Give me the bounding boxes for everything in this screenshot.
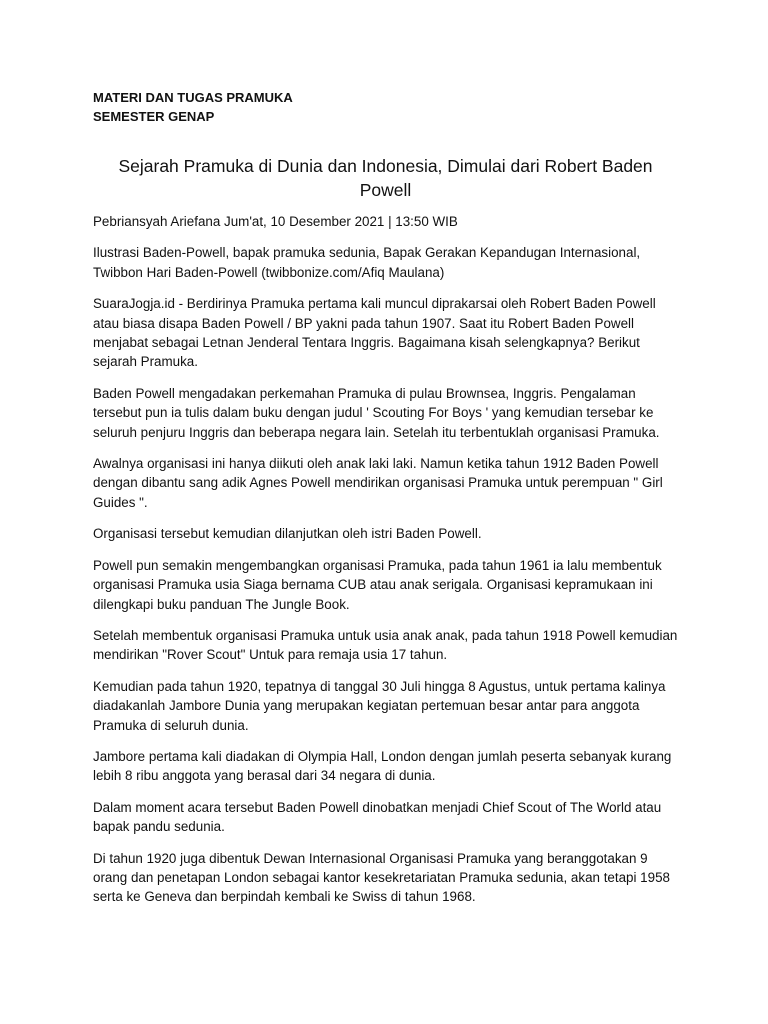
- image-caption: Ilustrasi Baden-Powell, bapak pramuka sedunia, Bapak Gerakan Kepandugan Internasional, Twibbon Hari Baden-Powell (twibbonize.com/Afiq Maulana): [93, 245, 641, 280]
- article-paragraph: SuaraJogja.id - Berdirinya Pramuka pertama kali muncul diprakarsai oleh Robert Baden Powell atau biasa disapa Baden Powell / BP yakni pada tahun 1907. Saat itu Robert Baden Powell menjabat sebagai Letnan Jenderal Tentara Inggris. Bagaimana kisah selengkapnya? Berikut sejarah Pramuka.: [93, 296, 656, 370]
- article-paragraph: Dalam moment acara tersebut Baden Powell dinobatkan menjadi Chief Scout of The World atau bapak pandu sedunia.: [93, 799, 662, 835]
- article-paragraph: Jambore pertama kali diadakan di Olympia Hall, London dengan jumlah peserta sebanyak kurang lebih 8 ribu anggota yang berasal dari 34 negara di dunia.: [93, 748, 672, 784]
- article-paragraph: Baden Powell mengadakan perkemahan Pramuka di pulau Brownsea, Inggris. Pengalaman tersebut pun ia tulis dalam buku dengan judul ' Scouting For Boys ' yang kemudian tersebar ke seluruh penjuru Inggris dan beberapa negara lain. Setelah itu terbentuklah organisasi Pramuka.: [93, 385, 660, 440]
- header-subject: MATERI DAN TUGAS PRAMUKA: [93, 90, 293, 105]
- article-paragraph: Powell pun semakin mengembangkan organisasi Pramuka, pada tahun 1961 ia lalu membentuk organisasi Pramuka usia Siaga bernama CUB atau anak serigala. Organisasi kepramukaan ini dilengkapi buku panduan The Jungle Book.: [93, 557, 662, 612]
- header-semester: SEMESTER GENAP: [93, 109, 215, 124]
- article-title: Sejarah Pramuka di Dunia dan Indonesia, Dimulai dari Robert Baden Powell: [118, 156, 653, 200]
- article-paragraph: Organisasi tersebut kemudian dilanjutkan oleh istri Baden Powell.: [93, 526, 482, 542]
- article-paragraph: Setelah membentuk organisasi Pramuka untuk usia anak anak, pada tahun 1918 Powell kemudian mendirikan "Rover Scout" Untuk para remaja usia 17 tahun.: [93, 627, 678, 663]
- article-byline: Pebriansyah Ariefana Jum'at, 10 Desember 2021 | 13:50 WIB: [93, 214, 458, 229]
- document-header: [93, 88, 678, 126]
- document-page: [93, 88, 678, 919]
- article-paragraph: Awalnya organisasi ini hanya diikuti oleh anak laki laki. Namun ketika tahun 1912 Baden Powell dengan dibantu sang adik Agnes Powell mendirikan organisasi Pramuka untuk perempuan " Girl Guides ".: [93, 456, 663, 510]
- article-paragraph: Di tahun 1920 juga dibentuk Dewan Internasional Organisasi Pramuka yang beranggotakan 9 orang dan penetapan London sebagai kantor kesekretariatan Pramuka sedunia, akan tetapi 1958 serta ke Geneva dan berpindah kembali ke Swiss di tahun 1968.: [93, 850, 670, 905]
- article-paragraph: Kemudian pada tahun 1920, tepatnya di tanggal 30 Juli hingga 8 Agustus, untuk pertama kalinya diadakanlah Jambore Dunia yang merupakan kegiatan pertemuan besar antar para anggota Pramuka di seluruh dunia.: [93, 678, 666, 733]
